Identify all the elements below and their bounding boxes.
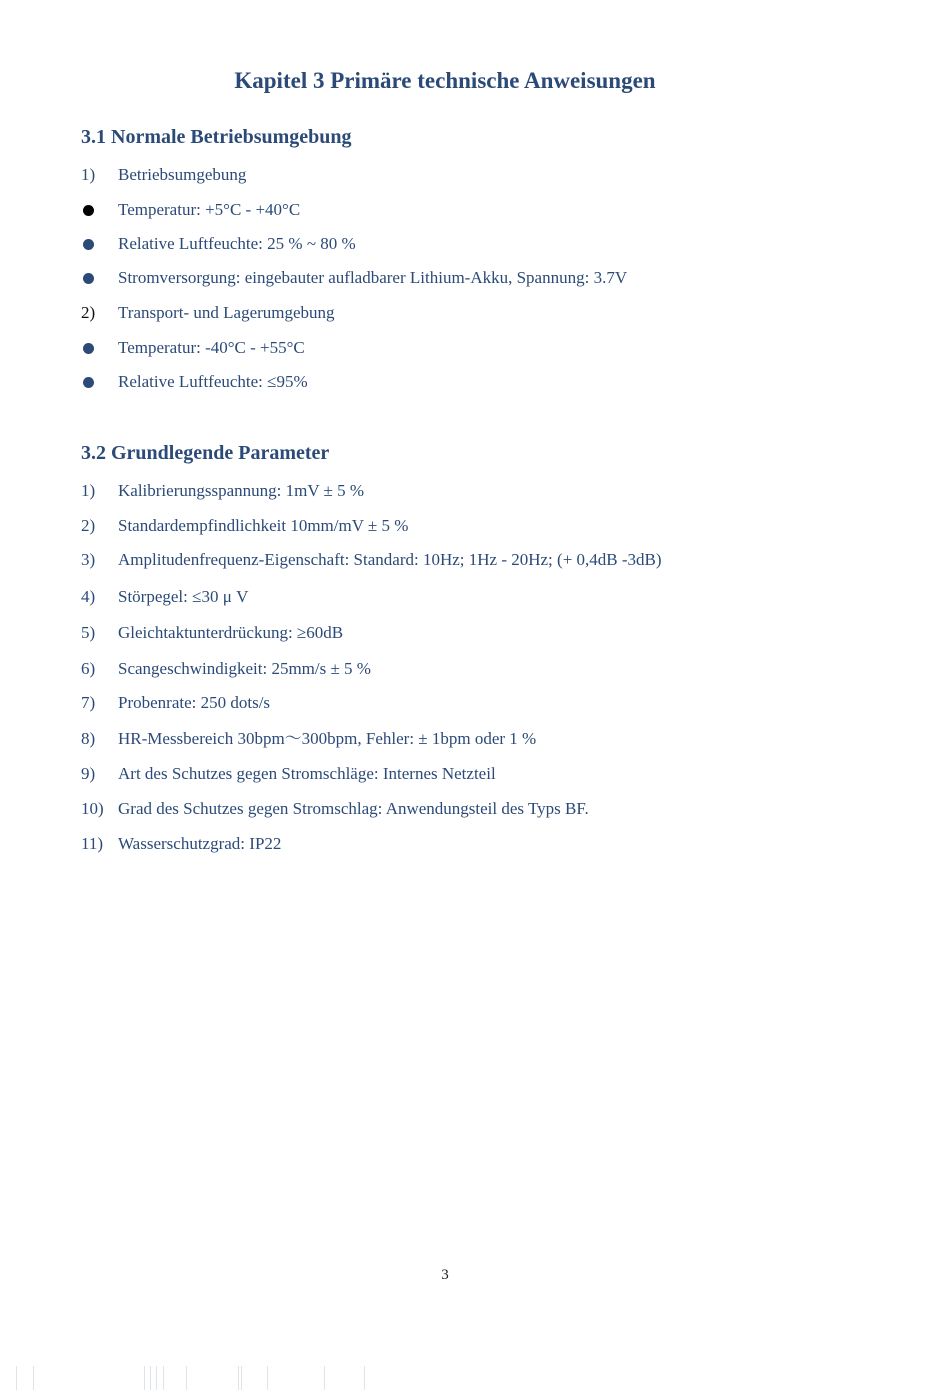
list-item-text: Wasserschutzgrad: IP22	[118, 834, 282, 853]
bullet-icon	[83, 273, 94, 284]
list-item-text: Störpegel: ≤30 μ V	[118, 587, 249, 606]
section-heading-3-1: 3.1 Normale Betriebsumgebung	[81, 126, 352, 148]
list-item-text: Temperatur: +5°C - +40°C	[118, 200, 301, 219]
list-number: 1)	[81, 165, 96, 184]
list-item-text: Probenrate: 250 dots/s	[118, 693, 271, 712]
list-item-text: Relative Luftfeuchte: ≤95%	[118, 372, 308, 391]
section-heading-3-2: 3.2 Grundlegende Parameter	[81, 442, 330, 464]
list-item-text: Grad des Schutzes gegen Stromschlag: Anwendungsteil des Typs BF.	[118, 799, 589, 818]
list-item-text: Gleichtaktunterdrückung: ≥60dB	[118, 623, 344, 642]
list-number: 4)	[81, 587, 96, 606]
list-number: 3)	[81, 550, 96, 569]
list-item-text: Betriebsumgebung	[118, 165, 247, 184]
bullet-icon	[83, 377, 94, 388]
list-number: 8)	[81, 729, 96, 748]
list-item-text: Standardempfindlichkeit 10mm/mV ± 5 %	[118, 516, 409, 535]
list-item-text: Scangeschwindigkeit: 25mm/s ± 5 %	[118, 659, 371, 678]
list-item-text: Art des Schutzes gegen Stromschläge: Internes Netzteil	[118, 764, 496, 783]
list-number: 6)	[81, 659, 96, 678]
bullet-icon	[83, 205, 94, 216]
list-number: 5)	[81, 623, 96, 642]
scan-artifact-marks	[0, 1366, 950, 1392]
list-item-text: Kalibrierungsspannung: 1mV ± 5 %	[118, 481, 365, 500]
list-item-text: Transport- und Lagerumgebung	[118, 303, 335, 322]
list-number: 7)	[81, 693, 96, 712]
page-number: 3	[441, 1267, 449, 1283]
chapter-title: Kapitel 3 Primäre technische Anweisungen	[234, 68, 656, 93]
list-number: 11)	[81, 834, 104, 853]
list-number: 10)	[81, 799, 104, 818]
list-item-text: Stromversorgung: eingebauter aufladbarer Lithium-Akku, Spannung: 3.7V	[118, 268, 628, 287]
bullet-icon	[83, 239, 94, 250]
list-item-text: HR-Messbereich 30bpm～300bpm, Fehler: ± 1bpm oder 1 %	[118, 729, 537, 748]
list-number: 2)	[81, 516, 96, 535]
list-number: 9)	[81, 764, 96, 783]
list-item-text: Relative Luftfeuchte: 25 % ~ 80 %	[118, 234, 356, 253]
list-item-text: Temperatur: -40°C - +55°C	[118, 338, 305, 357]
list-number: 1)	[81, 481, 96, 500]
list-item-text: Amplitudenfrequenz-Eigenschaft: Standard: 10Hz; 1Hz - 20Hz; (+ 0,4dB -3dB)	[118, 550, 662, 569]
bullet-icon	[83, 343, 94, 354]
list-number: 2)	[81, 303, 96, 322]
